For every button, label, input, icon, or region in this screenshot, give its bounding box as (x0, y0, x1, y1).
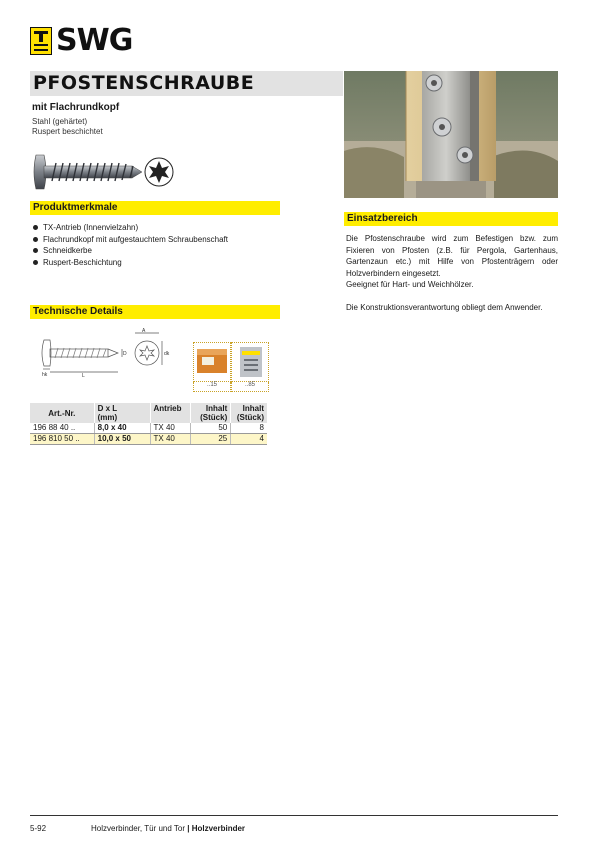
usage-heading: Einsatzbereich (344, 212, 558, 225)
col-inhalt2-label: Inhalt (242, 404, 264, 413)
title-band (30, 71, 343, 96)
spec-table (30, 403, 267, 445)
col-drive: Antrieb (150, 403, 190, 423)
table-row (30, 434, 267, 445)
footer-current: Holzverbinder (191, 824, 246, 833)
package-box (193, 342, 231, 382)
usage-disclaimer: Die Konstruktionsverantwortung obliegt dem Anwender. (346, 302, 543, 312)
product-subtitle: mit Flachrundkopf (32, 102, 120, 113)
col-dl (94, 403, 150, 423)
product-material: Stahl (gehärtet) (32, 117, 88, 126)
footer-section: Holzverbinder, Tür und Tor (91, 824, 185, 833)
cell-qty1: 50 (190, 423, 230, 434)
col-dl-unit: (mm) (97, 413, 118, 422)
dim-l-label: L (82, 373, 85, 378)
footer-breadcrumb: Holzverbinder, Tür und Tor | Holzverbinder (91, 824, 246, 833)
technical-heading: Technische Details (30, 305, 280, 318)
package-label: ..85 (231, 382, 269, 392)
bag-package-icon (232, 343, 268, 381)
box-package-icon (194, 343, 230, 381)
cell-dl: 10,0 x 50 (94, 434, 150, 445)
dim-d-label: D (123, 351, 127, 357)
col-art: Art.-Nr. (30, 403, 94, 423)
col-inhalt1-label: Inhalt (205, 404, 228, 413)
col-inhalt2-unit: (Stück) (236, 413, 264, 422)
cell-drive: TX 40 (150, 434, 190, 445)
feature-item: Ruspert-Beschichtung (32, 257, 228, 269)
col-inhalt1 (190, 403, 230, 423)
cell-drive: TX 40 (150, 423, 190, 434)
footer-rule (30, 815, 558, 816)
page-title: PFOSTENSCHRAUBE (33, 72, 255, 94)
screw-illustration (32, 147, 182, 197)
usage-paragraph: Die Pfostenschraube wird zum Befestigen bzw. zum Fixieren von Pfosten (z.B. für Pergola, Gartenhaus, Gartenzaun etc.) mit Hilfe von Pfostenträgern oder Holzverbindern eingesetzt. (346, 234, 558, 278)
brand-name: SWG (56, 23, 133, 58)
usage-text (346, 233, 558, 313)
page-number: 5-92 (30, 824, 47, 833)
technical-rule (30, 318, 280, 319)
dim-dk-label: dk (164, 351, 170, 357)
cell-dl: 8,0 x 40 (94, 423, 150, 434)
logo-mark-icon (30, 27, 52, 55)
feature-item: Flachrundkopf mit aufgestauchtem Schraubenschaft (32, 234, 228, 246)
cell-art: 196 810 50 .. (30, 434, 94, 445)
package-bucket (231, 342, 269, 382)
cell-qty2: 4 (231, 434, 267, 445)
cell-qty1: 25 (190, 434, 230, 445)
feature-item: TX-Antrieb (Innenvielzahn) (32, 222, 228, 234)
features-list (32, 222, 228, 268)
cell-qty2: 8 (231, 423, 267, 434)
table-header-row (30, 403, 267, 423)
dim-a-label: A (142, 328, 146, 334)
cell-art: 196 88 40 .. (30, 423, 94, 434)
brand-logo (30, 23, 133, 58)
usage-rule (344, 225, 558, 226)
col-inhalt2 (231, 403, 267, 423)
technical-drawing (38, 328, 176, 378)
feature-item: Schneidkerbe (32, 245, 228, 257)
table-row (30, 423, 267, 434)
usage-paragraph: Geeignet für Hart- und Weichhölzer. (346, 280, 474, 289)
features-rule (30, 214, 280, 215)
features-heading: Produktmerkmale (30, 201, 280, 214)
dim-hk-label: hk (42, 372, 48, 378)
col-dl-label: D x L (97, 404, 118, 413)
col-inhalt1-unit: (Stück) (200, 413, 228, 422)
package-label: ..15 (193, 382, 231, 392)
product-coating: Ruspert beschichtet (32, 127, 103, 136)
product-photo (344, 71, 558, 198)
